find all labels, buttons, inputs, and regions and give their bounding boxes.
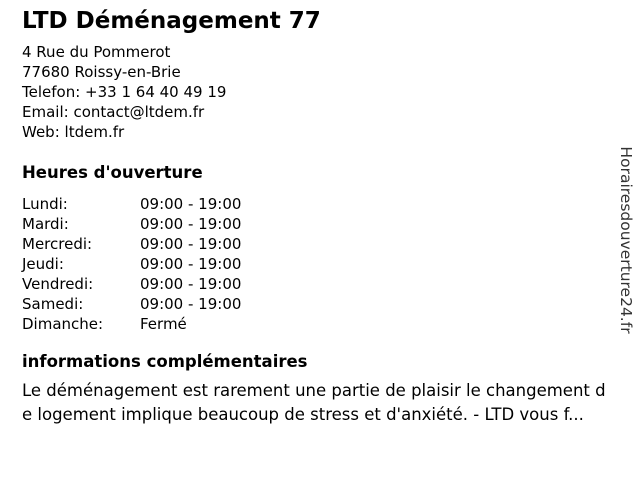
day-label: Samedi: [22,295,84,313]
day-hours: 09:00 - 19:00 [140,295,242,313]
opening-hours-heading: Heures d'ouverture [22,163,203,182]
opening-hours-table [22,194,241,334]
day-label: Jeudi: [22,255,64,273]
phone-label: Telefon: [22,83,81,101]
email-line [22,102,226,122]
info-text-line-1: Le déménagement est rarement une partie de plaisir le changement d [22,381,606,400]
additional-info-heading: informations complémentaires [22,352,308,371]
hours-row-tuesday [22,214,241,234]
phone-number: +33 1 64 40 49 19 [85,83,227,101]
day-label: Mardi: [22,215,69,233]
hours-row-monday [22,194,241,214]
page-title: LTD Déménagement 77 [22,8,321,34]
site-watermark: Horairesdouverture24.fr [617,146,635,334]
hours-row-sunday [22,314,241,334]
day-hours: 09:00 - 19:00 [140,215,242,233]
day-label: Lundi: [22,195,68,213]
day-hours: 09:00 - 19:00 [140,255,242,273]
contact-block [22,42,226,142]
hours-row-friday [22,274,241,294]
address-line-2: 77680 Roissy-en-Brie [22,63,181,81]
web-label: Web: [22,123,60,141]
email-address: contact@ltdem.fr [73,103,205,121]
day-hours: 09:00 - 19:00 [140,275,242,293]
web-address: ltdem.fr [64,123,125,141]
hours-row-saturday [22,294,241,314]
day-label: Vendredi: [22,275,94,293]
day-label: Dimanche: [22,315,104,333]
day-hours: 09:00 - 19:00 [140,235,242,253]
address-line-1: 4 Rue du Pommerot [22,43,171,61]
day-hours: 09:00 - 19:00 [140,195,242,213]
web-line [22,122,226,142]
phone-line [22,82,226,102]
email-label: Email: [22,103,69,121]
day-hours: Fermé [140,315,187,333]
additional-info-text [22,379,606,427]
hours-row-thursday [22,254,241,274]
day-label: Mercredi: [22,235,93,253]
hours-row-wednesday [22,234,241,254]
info-text-line-2: e logement implique beaucoup de stress et d'anxiété. - LTD vous f... [22,405,584,424]
